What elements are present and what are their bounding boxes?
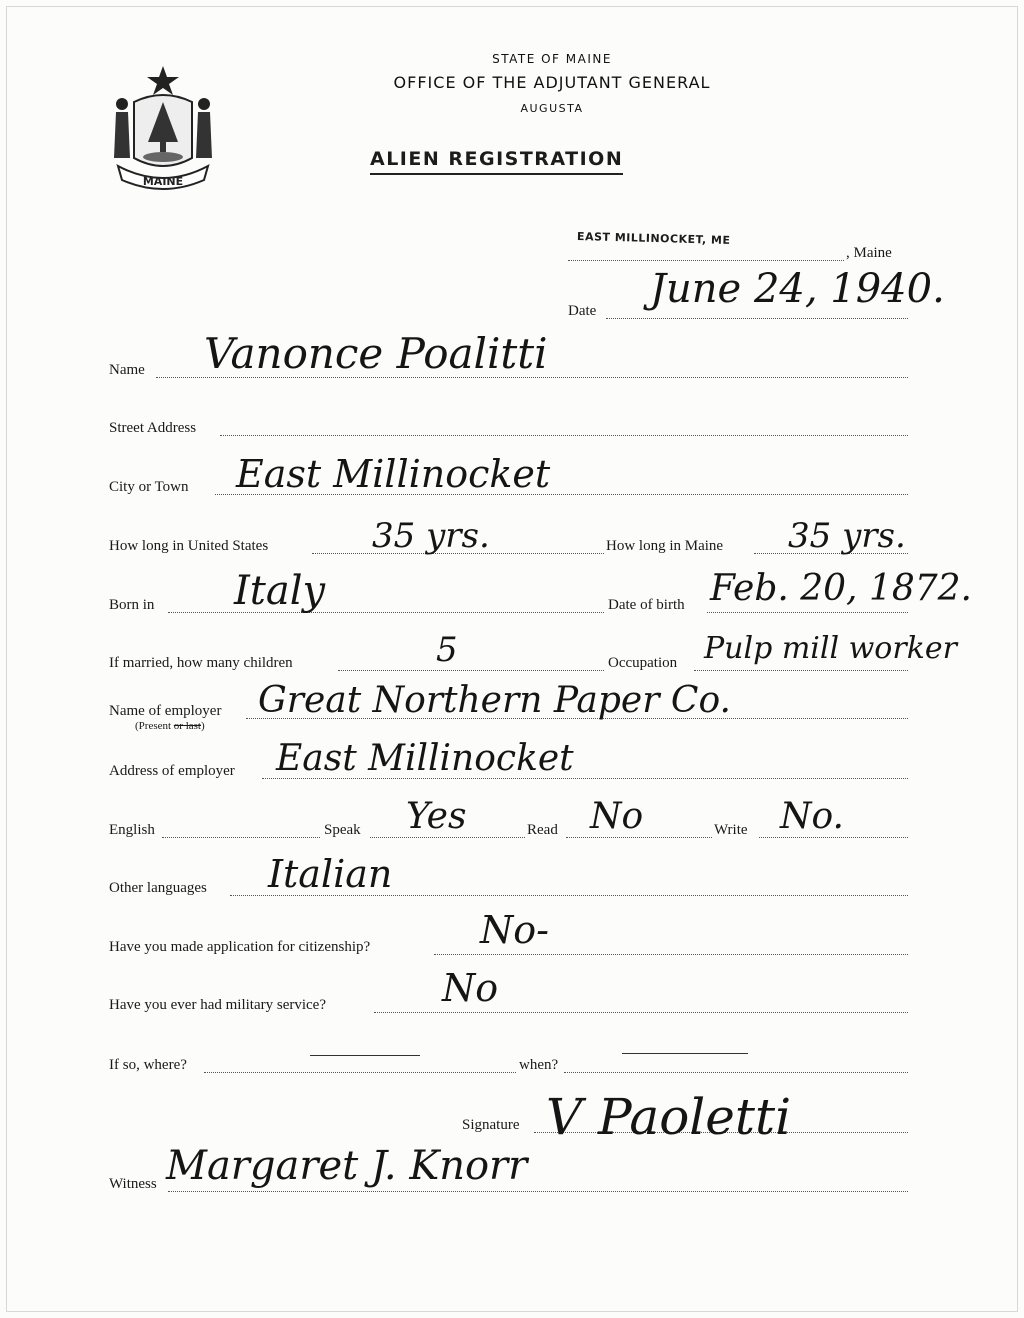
state-suffix: , Maine [846, 245, 892, 261]
place-line [568, 260, 844, 261]
write-line [759, 837, 908, 838]
occupation-label: Occupation [608, 655, 678, 671]
other-languages-value: Italian [268, 852, 393, 896]
place-stamp: EAST MILLINOCKET, ME [576, 229, 731, 248]
other-languages-label: Other languages [109, 880, 207, 896]
employer-sub-b: ) [201, 720, 205, 732]
occupation-value: Pulp mill worker [704, 631, 957, 666]
english-label: English [109, 822, 155, 838]
when-line [564, 1072, 908, 1073]
occupation-line [694, 670, 908, 671]
employer-value: Great Northern Paper Co. [258, 680, 731, 721]
where-dash [310, 1055, 420, 1056]
how-long-us-label: How long in United States [109, 538, 269, 554]
city-label: City or Town [109, 479, 189, 495]
street-label: Street Address [109, 420, 197, 436]
how-long-maine-value: 35 yrs. [788, 516, 906, 556]
signature-value: V Paoletti [546, 1088, 792, 1146]
employer-sub-or-last: or last [173, 720, 201, 732]
speak-line [370, 837, 525, 838]
date-value: June 24, 1940. [650, 266, 945, 312]
citizenship-label: Have you made application for citizenship? [109, 939, 371, 955]
children-label: If married, how many children [109, 655, 293, 671]
english-line [162, 837, 320, 838]
military-label: Have you ever had military service? [109, 997, 326, 1013]
street-line [220, 435, 908, 436]
when-label: when? [519, 1057, 559, 1073]
read-value: No [590, 796, 644, 837]
how-long-us-value: 35 yrs. [372, 516, 490, 556]
witness-line [168, 1191, 908, 1192]
employer-address-value: East Millinocket [276, 738, 574, 779]
speak-value: Yes [406, 796, 467, 837]
children-line [338, 670, 604, 671]
header-state: STATE OF MAINE [492, 52, 612, 66]
where-label: If so, where? [109, 1057, 187, 1073]
form-title: ALIEN REGISTRATION [370, 148, 623, 175]
born-in-value: Italy [234, 568, 326, 614]
military-value: No [442, 966, 499, 1010]
read-line [566, 837, 712, 838]
dob-value: Feb. 20, 1872. [710, 568, 973, 609]
seal-text: MAINE [142, 175, 184, 188]
witness-label: Witness [109, 1176, 157, 1192]
name-value: Vanonce Poalitti [204, 329, 548, 378]
dob-line [707, 612, 908, 613]
write-value: No. [780, 796, 844, 837]
signature-label: Signature [462, 1117, 520, 1133]
date-label: Date [568, 303, 597, 319]
employer-address-label: Address of employer [109, 763, 235, 779]
where-line [204, 1072, 516, 1073]
speak-label: Speak [324, 822, 361, 838]
children-value: 5 [436, 630, 458, 670]
when-dash [622, 1053, 748, 1054]
how-long-maine-label: How long in Maine [606, 538, 724, 554]
military-line [374, 1012, 908, 1013]
header-city: AUGUSTA [520, 102, 584, 115]
read-label: Read [527, 822, 558, 838]
employer-sub-label [135, 720, 205, 732]
header-office: OFFICE OF THE ADJUTANT GENERAL [393, 73, 711, 92]
city-value: East Millinocket [236, 452, 551, 496]
witness-value: Margaret J. Knorr [166, 1143, 528, 1189]
dob-label: Date of birth [608, 597, 685, 613]
born-in-label: Born in [109, 597, 155, 613]
date-line [606, 318, 908, 319]
write-label: Write [714, 822, 748, 838]
employer-label: Name of employer [109, 703, 222, 719]
employer-sub-a: (Present [135, 720, 174, 732]
citizenship-value: No- [480, 908, 549, 952]
citizenship-line [434, 954, 908, 955]
name-label: Name [109, 362, 145, 378]
